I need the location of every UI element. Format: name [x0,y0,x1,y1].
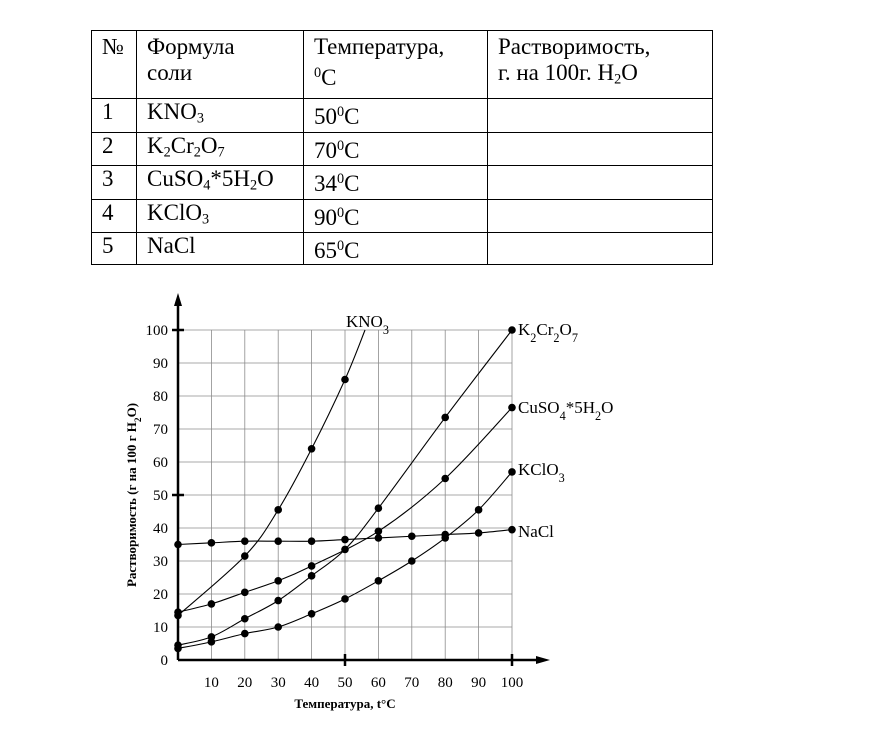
y-tick-label: 100 [145,323,168,339]
data-point-cuso4 [508,404,516,412]
data-point-kclo3 [208,638,216,646]
table-cell-formula: KClO$_3$ [137,199,304,233]
data-point-nacl [274,537,282,545]
data-point-nacl [308,537,316,545]
x-axis-title: Температура, t°C [294,696,396,711]
table-cell-formula: NaCl [137,233,304,265]
series-label-kno3: $KNO_3$ [346,312,389,337]
data-point-cuso4 [308,562,316,570]
data-point-cuso4 [241,589,249,597]
x-tick-label: 70 [404,675,420,691]
series-label-nacl: NaCl [518,522,554,541]
data-point-k2cr2o7 [341,546,349,554]
data-point-cuso4 [375,528,383,536]
table-cell-formula: $K_2Cr_2O_7$ [137,132,304,166]
data-point-cuso4 [174,608,182,616]
header-line: соли [147,60,193,85]
data-point-k2cr2o7 [308,572,316,580]
data-point-nacl [508,526,516,534]
data-point-kno3 [274,506,282,514]
table-cell-formula: $KNO_3$ [137,99,304,133]
data-point-nacl [174,541,182,549]
y-tick-label: 60 [153,455,168,471]
table-cell-temp: $70^0C$ [304,132,488,166]
y-tick-label: 20 [153,587,168,603]
x-tick-label: 60 [370,675,386,691]
chart-axes [172,293,550,666]
series-label-kclo3: KClO$_3$ [518,460,565,485]
data-point-kclo3 [375,577,383,585]
data-point-nacl [408,532,416,540]
table-cell-num: 5 [92,233,137,265]
header-line: Формула [147,34,235,59]
table-cell-num: 2 [92,132,137,166]
data-point-kclo3 [408,557,416,565]
x-tick-label: 30 [270,675,286,691]
data-point-k2cr2o7 [241,615,249,623]
x-axis-arrow [536,656,550,664]
table-cell-temp: $90^0C$ [304,199,488,233]
data-point-k2cr2o7 [274,597,282,605]
header-line: $^0$C [314,64,337,90]
y-tick-label: 40 [153,521,168,537]
table-cell-temp: $65^0C$ [304,233,488,265]
y-axis-arrow [174,293,182,306]
table-cell-num: 4 [92,199,137,233]
data-point-kclo3 [341,595,349,603]
data-point-nacl [475,529,483,537]
data-point-cuso4 [274,577,282,585]
y-tick-label: 80 [153,389,168,405]
data-point-kno3 [241,552,249,560]
table-cell-temp: $50^0C$ [304,99,488,133]
curve-kno3 [178,330,365,615]
data-point-k2cr2o7 [508,326,516,334]
table-cell-num: 3 [92,166,137,200]
data-point-kclo3 [174,645,182,653]
data-point-kno3 [341,376,349,384]
y-tick-label: 90 [153,356,168,372]
y-tick-label: 10 [153,620,168,636]
y-axis-title: Растворимость (г на 100 г $H_2O$) [124,402,144,588]
data-point-nacl [241,537,249,545]
data-point-kclo3 [508,468,516,476]
y-tick-label: 50 [153,488,168,504]
data-point-cuso4 [208,600,216,608]
series-label-cuso4: $CuSO_4*5H_2O$ [518,398,614,423]
x-tick-label: 40 [304,675,320,691]
header-line: Температура, [314,34,445,59]
data-point-kclo3 [308,610,316,618]
header-line: № [102,34,124,59]
table-cell-formula: $CuSO_4*5H_2O$ [137,166,304,200]
table-cell-num: 1 [92,99,137,133]
chart-labels [124,312,613,711]
data-point-cuso4 [441,475,449,483]
table-cell-temp: $34^0C$ [304,166,488,200]
x-tick-label: 10 [203,675,219,691]
x-tick-label: 20 [237,675,253,691]
data-point-k2cr2o7 [441,414,449,422]
data-point-kno3 [308,445,316,453]
data-point-kclo3 [274,623,282,631]
x-tick-label: 50 [337,675,353,691]
data-point-nacl [341,536,349,544]
data-point-k2cr2o7 [375,504,383,512]
data-point-nacl [375,534,383,542]
header-line: г. на 100г. $H_2O$ [498,60,638,88]
x-tick-label: 80 [437,675,453,691]
data-point-kclo3 [241,630,249,638]
y-tick-label: 30 [153,554,168,570]
y-tick-label: 70 [153,422,168,438]
x-tick-label: 100 [500,675,524,691]
series-label-k2cr2o7: $K_2Cr_2O_7$ [518,320,578,345]
data-point-nacl [208,539,216,547]
header-line: Растворимость, [498,34,651,59]
data-point-nacl [441,531,449,539]
y-tick-label: 0 [160,653,168,669]
x-tick-label: 90 [471,675,487,691]
data-point-kclo3 [475,506,483,514]
